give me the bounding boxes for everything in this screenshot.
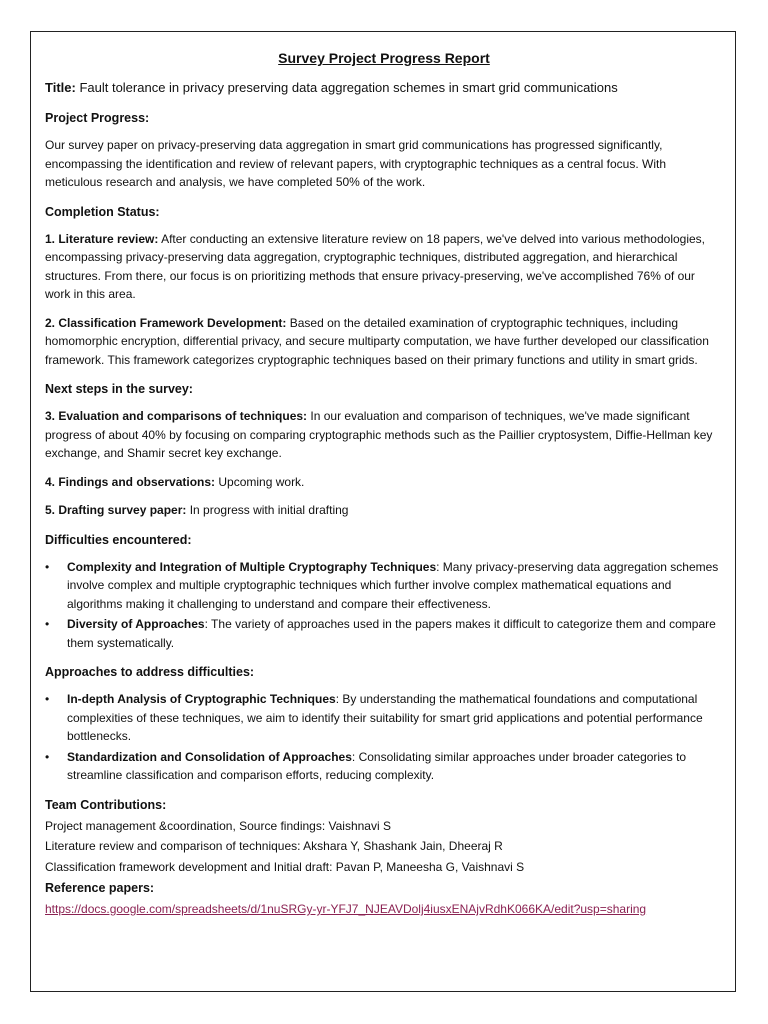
next-step-label: 4. Findings and observations: <box>45 474 216 489</box>
team-heading: Team Contributions: <box>45 797 167 812</box>
approach-text: : Consolidating similar approaches under broader categories to streamline classification and comparison efforts, reducing complexity. <box>67 749 687 782</box>
bullet-icon: • <box>45 559 50 574</box>
next-step-text: In progress with initial drafting <box>186 503 349 517</box>
difficulty-label: Complexity and Integration of Multiple Cryptography Techniques <box>67 559 437 574</box>
next-step-item <box>45 407 723 463</box>
bullet-icon: • <box>45 749 50 764</box>
bullet-icon: • <box>45 692 50 706</box>
report-frame <box>30 31 736 992</box>
completion-item-text: After conducting an extensive literature review on 18 papers, we've delved into various methodologies, encompassing privacy-preserving data aggregation, cryptographic techniques, distributed aggregation, and hierarchical structures. From there, our focus is on prioritizing methods that ensure privacy-preserving, we've accomplished 76% of our work in this area. <box>45 231 705 301</box>
team-line: Classification framework development and Initial draft: Pavan P, Maneesha G, Vaishnavi S <box>45 859 525 874</box>
approach-text: : By understanding the mathematical foundations and computational complexities of these techniques, we aim to identify their suitability for smart grid applications and potential performance bottlenecks. <box>67 692 703 743</box>
completion-item-text: Based on the detailed examination of cryptographic techniques, including homomorphic encryption, differential privacy, and secure multiparty computation, we have further developed our classification framework. This framework categorizes cryptographic techniques based on their primary functions and utility in smart grids. <box>45 315 709 367</box>
list-item <box>45 690 723 746</box>
next-step-text: Upcoming work. <box>215 474 305 489</box>
completion-item <box>45 230 723 304</box>
difficulties-list <box>45 558 723 653</box>
reference-link[interactable]: https://docs.google.com/spreadsheets/d/1nuSRGy-yr-YFJ7_NJEAVDolj4iusxENAjvRdhK066KA/edit?usp=sharing <box>45 902 647 916</box>
list-item <box>45 558 723 614</box>
project-progress-heading: Project Progress: <box>45 111 150 125</box>
approach-label: Standardization and Consolidation of Approaches <box>67 749 352 764</box>
team-line: Literature review and comparison of techniques: Akshara Y, Shashank Jain, Dheeraj R <box>45 839 503 853</box>
completion-item-label: 1. Literature review: <box>45 231 159 246</box>
list-item <box>45 748 723 785</box>
bullet-icon: • <box>45 617 50 631</box>
team-line: Project management &coordination, Source findings: Vaishnavi S <box>45 818 391 833</box>
list-item <box>45 615 723 652</box>
approaches-list <box>45 690 723 785</box>
report-heading: Survey Project Progress Report <box>278 50 490 66</box>
completion-item <box>45 314 723 370</box>
completion-status-heading: Completion Status: <box>45 204 160 219</box>
approach-label: In-depth Analysis of Cryptographic Techniques <box>67 692 336 706</box>
completion-item-label: 2. Classification Framework Development: <box>45 315 287 330</box>
title-text: Fault tolerance in privacy preserving data aggregation schemes in smart grid communications <box>75 80 618 95</box>
difficulty-text: : Many privacy-preserving data aggregation schemes involve complex and multiple cryptographic techniques which further involve complex mathematical equations and algorithms making it challenging to understand and compare their effectiveness. <box>67 559 719 611</box>
next-step-text: In our evaluation and comparison of techniques, we've made significant progress of about 40% by focusing on comparing cryptographic methods such as the Paillier cryptosystem, Diffie-Hellman key exchange, and Shamir secret key exchange. <box>45 409 713 460</box>
title-label: Title: <box>45 80 76 95</box>
difficulty-text: : The variety of approaches used in the papers makes it difficult to categorize them and compare them systematically. <box>67 617 716 650</box>
next-steps-heading: Next steps in the survey: <box>45 382 193 396</box>
title-line <box>45 78 723 98</box>
next-step-item <box>45 501 723 520</box>
project-progress-body: Our survey paper on privacy-preserving data aggregation in smart grid communications has progressed significantly, encompassing the identification and review of relevant papers, with cryptographic techniques as a central focus. With meticulous research and analysis, we have completed 50% of the work. <box>45 138 666 189</box>
report-content <box>45 48 723 919</box>
difficulties-heading: Difficulties encountered: <box>45 532 192 547</box>
next-step-item <box>45 473 723 492</box>
difficulty-label: Diversity of Approaches <box>67 617 205 631</box>
approaches-heading: Approaches to address difficulties: <box>45 665 255 679</box>
next-step-label: 3. Evaluation and comparisons of techniques: <box>45 409 308 423</box>
references-heading: Reference papers: <box>45 881 155 895</box>
next-step-label: 5. Drafting survey paper: <box>45 503 187 517</box>
